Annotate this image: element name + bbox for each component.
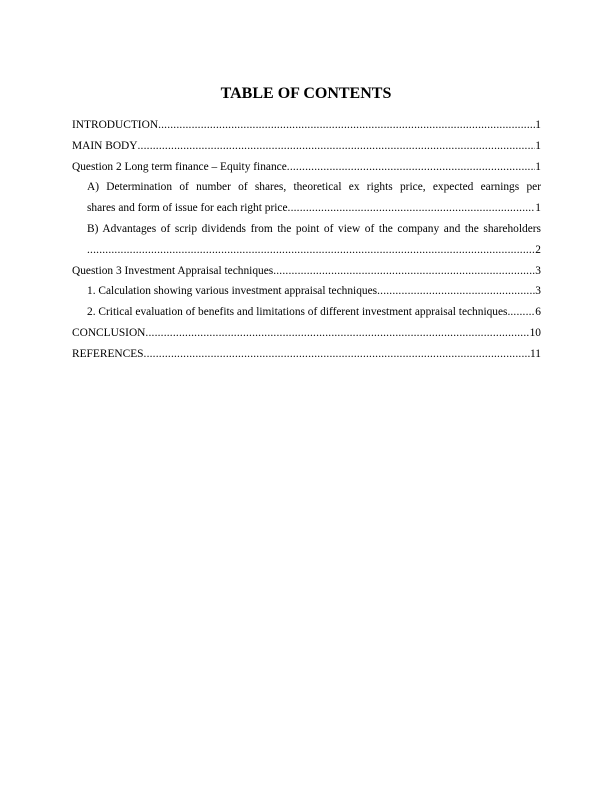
toc-entry-main-body[interactable] [72, 136, 541, 157]
toc-entry-question-3-1[interactable] [87, 281, 541, 302]
toc-leader-dots [288, 198, 536, 219]
toc-page-number: 1 [535, 160, 541, 173]
toc-entry-question-3[interactable] [72, 261, 541, 282]
toc-entry-label: Question 2 Long term finance – Equity finance [72, 160, 287, 173]
toc-page-number: 11 [530, 347, 541, 360]
toc-leader-dots [145, 323, 529, 344]
toc-entry-question-2b[interactable] [87, 219, 541, 261]
toc-page-number: 3 [535, 264, 541, 277]
table-of-contents [72, 115, 541, 365]
toc-page-number: 1 [535, 202, 541, 215]
toc-leader-dots [377, 281, 535, 302]
toc-page-number: 1 [535, 139, 541, 152]
toc-entry-references[interactable] [72, 344, 541, 365]
toc-entry-question-2[interactable] [72, 157, 541, 178]
toc-entry-label-line1: A) Determination of number of shares, theoretical ex rights price, expected earnings per [87, 181, 541, 194]
toc-leader-dots [287, 157, 536, 178]
toc-leader-dots [273, 261, 535, 282]
toc-entry-label: Question 3 Investment Appraisal techniques [72, 264, 274, 277]
toc-leader-dots [138, 136, 536, 157]
toc-leader-dots [510, 302, 535, 323]
toc-entry-question-3-2[interactable] [87, 302, 541, 323]
toc-leader-dots [144, 344, 531, 365]
toc-page-number: 1 [535, 119, 541, 131]
toc-page-number: 6 [535, 306, 541, 319]
toc-page-number: 2 [535, 243, 541, 256]
toc-page-number: 10 [529, 326, 541, 339]
toc-entry-introduction[interactable] [72, 115, 541, 136]
toc-entry-label: CONCLUSION [72, 326, 146, 339]
toc-entry-label-line2: shares and form of issue for each right price [87, 202, 288, 215]
toc-leader-dots [87, 240, 535, 261]
toc-entry-label: REFERENCES [72, 347, 144, 360]
toc-entry-label: 2. Critical evaluation of benefits and limitations of different investment appraisal techniques. [87, 306, 511, 319]
toc-entry-label-line1: B) Advantages of scrip dividends from the point of view of the company and the shareholders [87, 222, 541, 235]
toc-entry-question-2a[interactable] [87, 177, 541, 219]
toc-entry-label: INTRODUCTION [72, 119, 159, 131]
toc-leader-dots [158, 115, 535, 136]
toc-title: TABLE OF CONTENTS [220, 85, 392, 102]
toc-entry-label: 1. Calculation showing various investment appraisal techniques [87, 285, 378, 298]
toc-entry-label: MAIN BODY [72, 139, 138, 152]
toc-entry-conclusion[interactable] [72, 323, 541, 344]
toc-page-number: 3 [535, 285, 541, 298]
